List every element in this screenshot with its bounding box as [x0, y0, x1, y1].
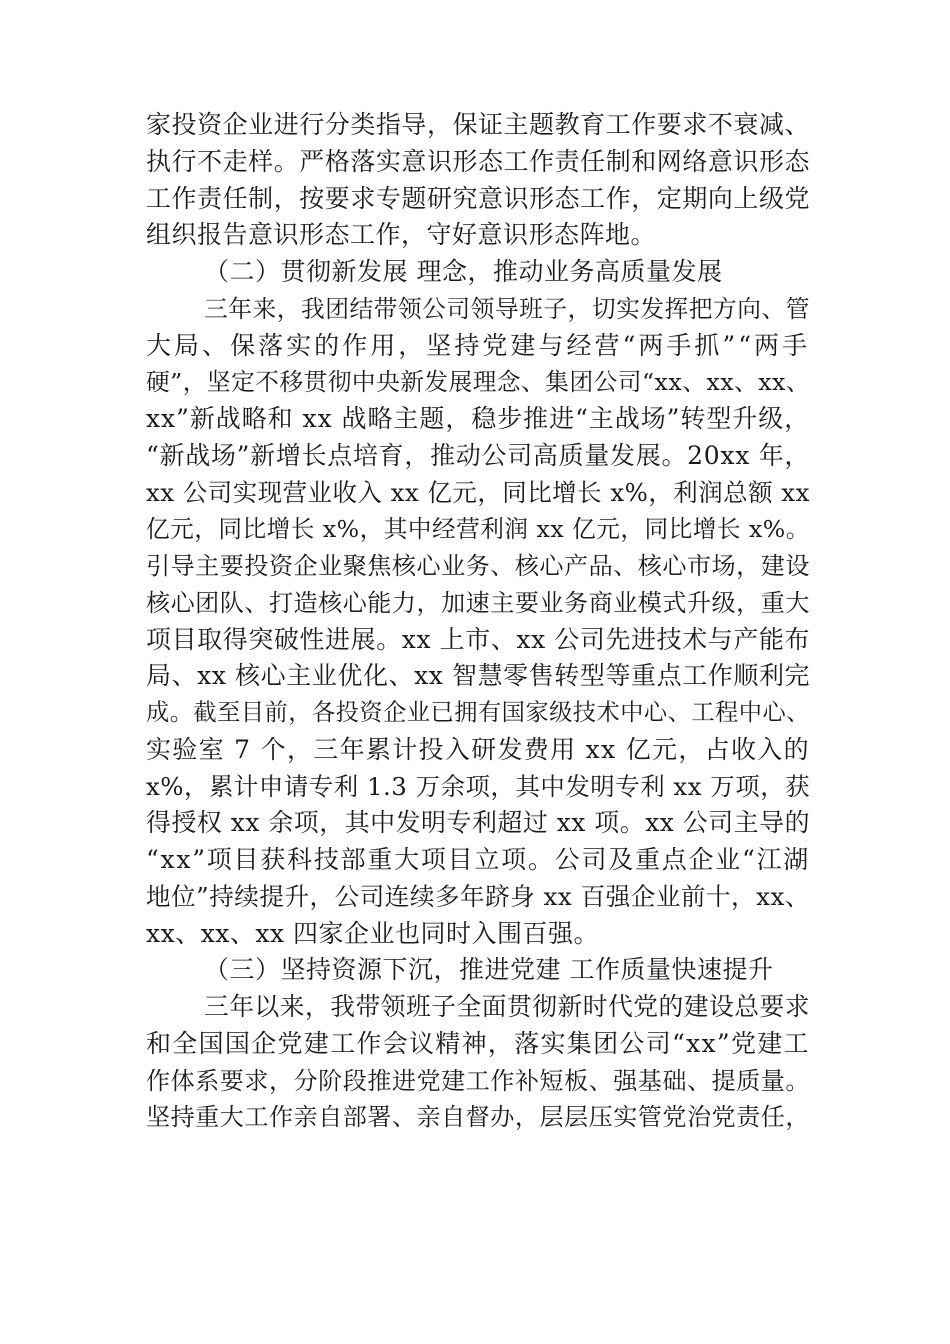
text-line: “新战场”新增长点培育，推动公司高质量发展。20xx 年，	[146, 440, 811, 470]
text-line: x%，累计申请专利 1.3 万余项，其中发明专利 xx 万项，获	[146, 771, 811, 801]
text-line: “xx”项目获科技部重大项目立项。公司及重点企业“江湖	[146, 845, 811, 874]
text-line: 执行不走样。严格落实意识形态工作责任制和网络意识形态	[146, 146, 811, 176]
text-line: 实验室 7 个，三年累计投入研发费用 xx 亿元，占收入的	[146, 734, 810, 764]
text-line: 成。截至目前，各投资企业已拥有国家级技术中心、工程中心、	[146, 699, 810, 726]
text-line: 引导主要投资企业聚焦核心业务、核心产品、核心市场，建设	[146, 552, 810, 580]
text-line: 坚持重大工作亲自部署、亲自督办，层层压实管党治党责任，	[146, 1103, 810, 1132]
text-line: 三年以来，我带领班子全面贯彻新时代党的建设总要求	[204, 992, 810, 1021]
text-line: xx”新战略和 xx 战略主题，稳步推进“主战场”转型升级，	[146, 404, 811, 433]
text-line: 硬”，坚定不移贯彻中央新发展理念、集团公司“xx、xx、xx、	[146, 368, 811, 397]
section-heading-2: （二）贯彻新发展 理念，推动业务高质量发展	[204, 257, 723, 286]
text-line: 得授权 xx 余项，其中发明专利超过 xx 项。xx 公司主导的	[146, 808, 811, 838]
section-heading-3: （三）坚持资源下沉，推进党建 工作质量快速提升	[204, 955, 774, 985]
text-line: 作体系要求，分阶段推进党建工作补短板、强基础、提质量。	[146, 1066, 810, 1095]
text-line: 地位”持续提升，公司连续多年跻身 xx 百强企业前十，xx、	[146, 881, 810, 911]
text-line: xx 公司实现营业收入 xx 亿元，同比增长 x%，利润总额 xx	[146, 477, 810, 507]
text-line: 组织报告意识形态工作，守好意识形态阵地。	[146, 220, 657, 250]
text-line: 和全国国企党建工作会议精神，落实集团公司“xx”党建工	[146, 1028, 810, 1058]
text-line: xx、xx、xx 四家企业也同时入围百强。	[146, 918, 600, 948]
text-line: 家投资企业进行分类指导，保证主题教育工作要求不衰减、	[146, 110, 811, 139]
text-line: 工作责任制，按要求专题研究意识形态工作，定期向上级党	[146, 183, 811, 213]
text-line: 亿元，同比增长 x%，其中经营利润 xx 亿元，同比增长 x%。	[146, 515, 810, 544]
text-line: 项目取得突破性进展。xx 上市、xx 公司先进技术与产能布	[146, 624, 811, 654]
text-line: 大局、保落实的作用，坚持党建与经营“两手抓”“两手	[146, 330, 811, 360]
text-line: 三年来，我团结带领公司领导班子，切实发挥把方向、管	[204, 294, 811, 323]
text-line: 核心团队、打造核心能力，加速主要业务商业模式升级，重大	[146, 588, 810, 617]
text-line: 局、xx 核心主业优化、xx 智慧零售转型等重点工作顺利完	[146, 661, 811, 691]
document-body	[146, 107, 810, 1136]
